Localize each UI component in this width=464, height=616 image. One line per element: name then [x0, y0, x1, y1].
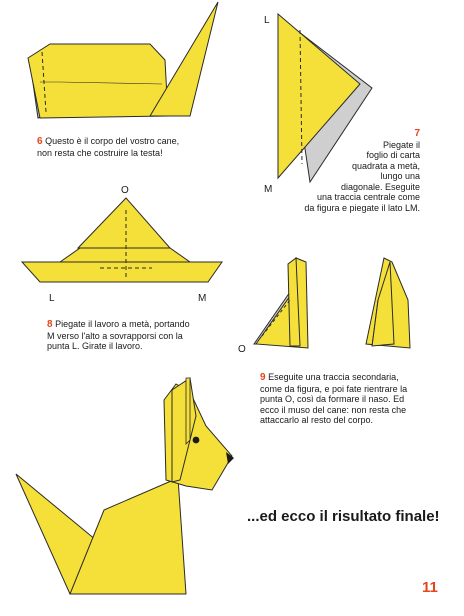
step6-line: non resta che costruire la testa!	[37, 147, 163, 158]
step7-number: 7	[414, 128, 420, 139]
step7-line: quadrata a metà,	[351, 160, 420, 171]
step6-number: 6	[37, 136, 43, 147]
step9-head-right-figure	[366, 258, 410, 348]
step7-line: foglio di carta	[366, 150, 420, 160]
page-number: 11	[422, 579, 438, 596]
step7-line: Piegate il	[382, 139, 420, 150]
final-dog-figure	[16, 378, 234, 594]
step8-line: M verso l'alto a sovrapporsi con la	[47, 330, 183, 341]
step9-number: 9	[260, 372, 266, 383]
step9-line: come da figura, e poi fate rientrare la	[260, 383, 408, 394]
step8-caption	[47, 319, 190, 352]
step7-line: da figura e piegate il lato LM.	[304, 202, 420, 213]
step7-caption	[288, 128, 420, 213]
step9-point-o: O	[238, 344, 246, 355]
step8-boat-figure	[22, 198, 222, 282]
step7-point-l: L	[264, 15, 270, 26]
step8-line: Piegate il lavoro a metà, portando	[55, 319, 190, 329]
step9-line: attaccarlo al resto del corpo.	[260, 415, 374, 425]
step7-line: lungo una	[380, 171, 420, 181]
step8-point-m: M	[198, 293, 207, 304]
step9-line: Eseguite una traccia secondaria,	[268, 372, 399, 382]
step6-caption	[37, 136, 179, 158]
step8-number: 8	[47, 319, 53, 330]
step9-caption	[260, 372, 407, 426]
step8-point-o: O	[121, 185, 129, 196]
step9-line: punta O, così da formare il naso. Ed	[260, 394, 405, 404]
step9-head-left-figure	[254, 258, 308, 348]
step9-line: ecco il muso del cane: non resta che	[260, 404, 407, 415]
final-caption: ...ed ecco il risultato finale!	[247, 508, 440, 525]
step7-point-m: M	[264, 184, 273, 195]
step7-line: una traccia centrale come	[316, 192, 420, 202]
step7-line: diagonale. Eseguite	[340, 181, 420, 192]
step6-body-figure	[28, 2, 218, 118]
step6-line: Questo è il corpo del vostro cane,	[45, 136, 180, 146]
step8-line: punta L. Girate il lavoro.	[47, 341, 143, 351]
step8-point-l: L	[49, 293, 55, 304]
